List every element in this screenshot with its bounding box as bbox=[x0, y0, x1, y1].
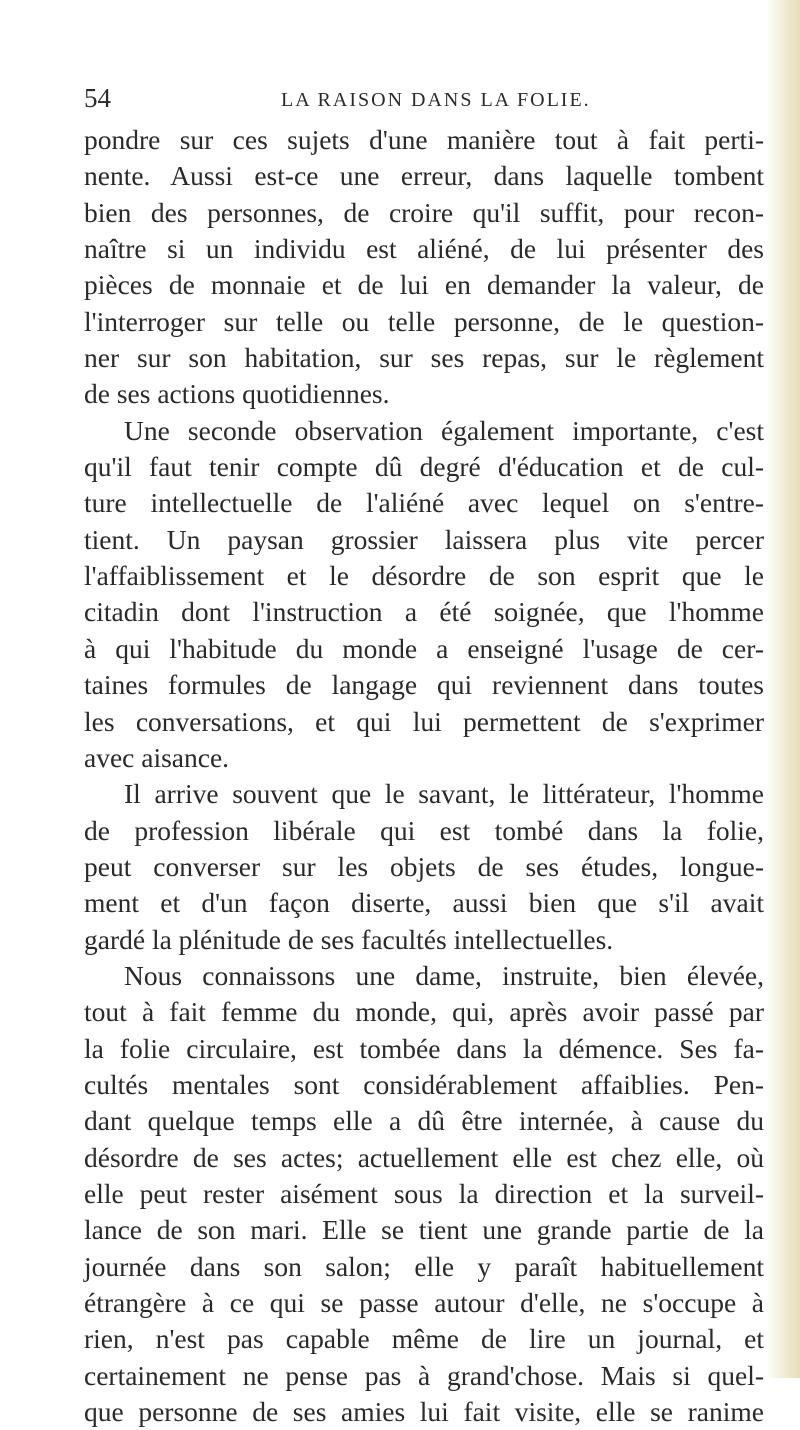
text-line: ment et d'un façon diserte, aussi bien que s'il avait bbox=[84, 887, 764, 919]
text-line: désordre de ses actes; actuellement elle est chez elle, où bbox=[84, 1141, 764, 1173]
text-line: les conversations, et qui lui permettent de s'exprimer bbox=[84, 705, 764, 737]
text-line: tient. Un paysan grossier laissera plus vite percer bbox=[84, 523, 764, 555]
text-line: pondre sur ces sujets d'une manière tout à fait perti- bbox=[84, 124, 764, 155]
text-line: gardé la plénitude de ses facultés intellectuelles. bbox=[84, 923, 614, 955]
text-line: que personne de ses amies lui fait visite, elle se ranime bbox=[84, 1396, 764, 1428]
text-line: Une seconde observation également importante, c'est bbox=[124, 414, 764, 446]
text-line: certainement ne pense pas à grand'chose. Mais si quel- bbox=[84, 1359, 764, 1391]
text-line: dant quelque temps elle a dû être internée, à cause du bbox=[84, 1105, 764, 1137]
text-line: Il arrive souvent que le savant, le littérateur, l'homme bbox=[124, 778, 764, 810]
page-number: 54 bbox=[84, 83, 111, 113]
text-line: avec aisance. bbox=[84, 741, 230, 773]
text-body bbox=[84, 122, 764, 1430]
text-line: Nous connaissons une dame, instruite, bien élevée, bbox=[124, 959, 764, 991]
text-line: ture intellectuelle de l'aliéné avec lequel on s'entre- bbox=[84, 487, 764, 519]
text-line: nente. Aussi est-ce une erreur, dans laquelle tombent bbox=[84, 160, 764, 192]
text-line: naître si un individu est aliéné, de lui présenter des bbox=[84, 233, 764, 265]
text-line: la folie circulaire, est tombée dans la démence. Ses fa- bbox=[84, 1032, 764, 1064]
text-line: qu'il faut tenir compte dû degré d'éducation et de cul- bbox=[84, 451, 764, 483]
text-line: citadin dont l'instruction a été soignée, que l'homme bbox=[84, 596, 764, 628]
text-line: cultés mentales sont considérablement affaiblies. Pen- bbox=[84, 1068, 764, 1100]
text-line: journée dans son salon; elle y paraît habituellement bbox=[84, 1250, 764, 1282]
text-line: rien, n'est pas capable même de lire un journal, et bbox=[84, 1323, 764, 1355]
text-line: elle peut rester aisément sous la direction et la surveil- bbox=[84, 1177, 764, 1209]
text-line: à qui l'habitude du monde a enseigné l'usage de cer- bbox=[84, 632, 764, 664]
text-line: tout à fait femme du monde, qui, après avoir passé par bbox=[84, 996, 764, 1028]
text-line: de profession libérale qui est tombé dans la folie, bbox=[84, 814, 764, 846]
page-edge-shadow bbox=[766, 0, 800, 1378]
text-line: l'interroger sur telle ou telle personne, de le question- bbox=[84, 305, 764, 337]
text-line: pièces de monnaie et de lui en demander la valeur, de bbox=[84, 269, 764, 301]
text-line: taines formules de langage qui reviennent dans toutes bbox=[84, 669, 764, 701]
running-title: LA RAISON DANS LA FOLIE. bbox=[281, 89, 591, 111]
running-head bbox=[84, 83, 764, 113]
text-line: de ses actions quotidiennes. bbox=[84, 378, 390, 410]
text-line: ner sur son habitation, sur ses repas, sur le règlement bbox=[84, 342, 764, 374]
text-line: l'affaiblissement et le désordre de son esprit que le bbox=[84, 560, 764, 592]
text-line: lance de son mari. Elle se tient une grande partie de la bbox=[84, 1214, 764, 1246]
text-line: étrangère à ce qui se passe autour d'elle, ne s'occupe à bbox=[84, 1287, 764, 1318]
text-line: bien des personnes, de croire qu'il suffit, pour recon- bbox=[84, 196, 764, 228]
text-line: peut converser sur les objets de ses études, longue- bbox=[84, 850, 764, 882]
